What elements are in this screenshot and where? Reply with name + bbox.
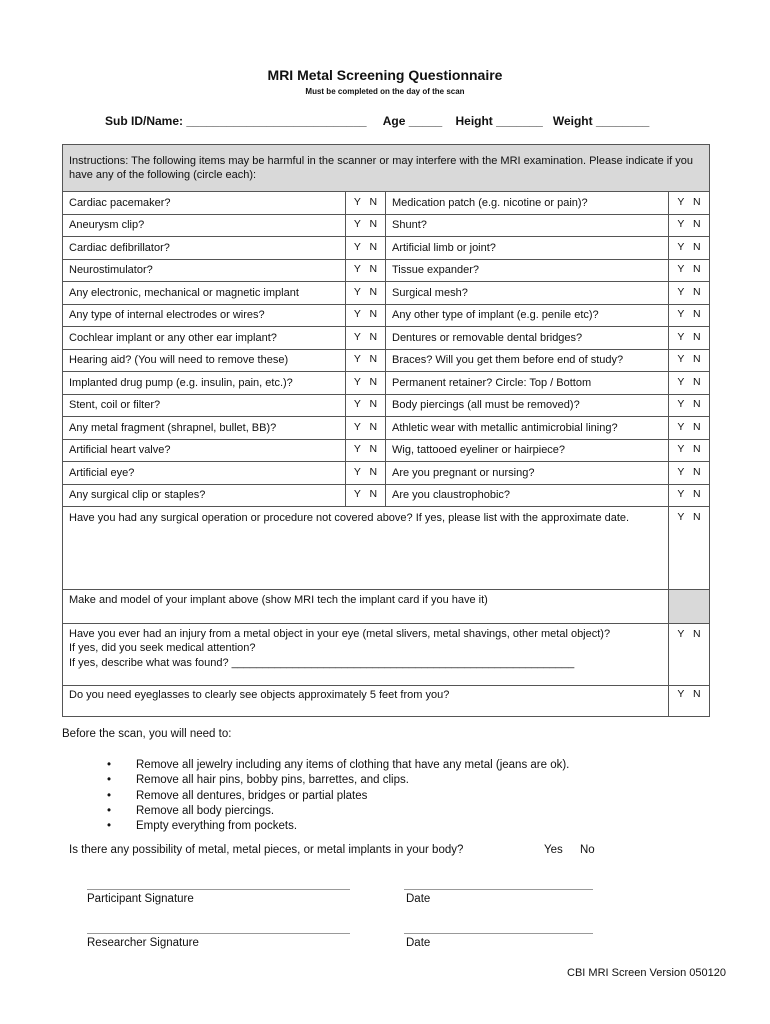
yes-no-option-left[interactable]: Y N: [346, 304, 386, 327]
question-right: Permanent retainer? Circle: Top / Bottom: [386, 372, 669, 395]
instructions-text: Instructions: The following items may be harmful in the scanner or may interfere with the MRI examination. Please indicate if you have any of the following (circle each):: [63, 145, 710, 192]
yes-no-option-left[interactable]: Y N: [346, 282, 386, 305]
participant-date-line[interactable]: [404, 889, 593, 890]
yes-no-option-right[interactable]: Y N: [669, 349, 710, 372]
question-right: Surgical mesh?: [386, 282, 669, 305]
eye-injury-cell[interactable]: [63, 624, 669, 686]
implant-make-shaded-cell: [669, 590, 710, 624]
question-right: Wig, tattooed eyeliner or hairpiece?: [386, 439, 669, 462]
question-right: Medication patch (e.g. nicotine or pain)?: [386, 192, 669, 215]
yes-no-option-right[interactable]: Y N: [669, 237, 710, 260]
before-scan-item-text: Remove all hair pins, bobby pins, barrettes, and clips.: [136, 774, 409, 787]
yes-no-option-right[interactable]: Y N: [669, 484, 710, 507]
question-left: Cardiac pacemaker?: [63, 192, 346, 215]
bullet-icon: •: [107, 804, 112, 817]
subject-info-line[interactable]: Sub ID/Name: ___________________________ Age _____ Height _______ Weight ________: [105, 114, 650, 128]
researcher-date-label: Date: [406, 937, 431, 949]
yes-no-option-right[interactable]: Y N: [669, 259, 710, 282]
yes-no-option-right[interactable]: Y N: [669, 372, 710, 395]
before-scan-item-text: Remove all jewelry including any items of clothing that have any metal (jeans are ok).: [136, 759, 570, 771]
question-left: Any surgical clip or staples?: [63, 484, 346, 507]
question-right: Are you claustrophobic?: [386, 484, 669, 507]
participant-signature-line[interactable]: [87, 889, 350, 890]
yes-no-option-right[interactable]: Y N: [669, 417, 710, 440]
eyeglasses-yes-no[interactable]: Y N: [669, 686, 710, 717]
question-right: Athletic wear with metallic antimicrobial lining?: [386, 417, 669, 440]
question-right: Braces? Will you get them before end of study?: [386, 349, 669, 372]
question-right: Any other type of implant (e.g. penile etc)?: [386, 304, 669, 327]
yes-no-option-right[interactable]: Y N: [669, 394, 710, 417]
question-right: Shunt?: [386, 214, 669, 237]
implant-make-model[interactable]: Make and model of your implant above (show MRI tech the implant card if you have it): [63, 590, 669, 624]
yes-no-option-left[interactable]: Y N: [346, 439, 386, 462]
before-scan-item: [107, 789, 569, 804]
question-left: Any electronic, mechanical or magnetic implant: [63, 282, 346, 305]
question-left: Any metal fragment (shrapnel, bullet, BB)?: [63, 417, 346, 440]
eye-injury-attention: If yes, did you seek medical attention?: [69, 642, 256, 655]
yes-no-option-left[interactable]: Y N: [346, 192, 386, 215]
question-row: [63, 484, 710, 507]
question-left: Implanted drug pump (e.g. insulin, pain, etc.)?: [63, 372, 346, 395]
question-right: Body piercings (all must be removed)?: [386, 394, 669, 417]
yes-no-option-left[interactable]: Y N: [346, 417, 386, 440]
before-scan-item-text: Remove all body piercings.: [136, 804, 275, 817]
form-version-footer: CBI MRI Screen Version 050120: [567, 967, 726, 979]
yes-no-option-right[interactable]: Y N: [669, 462, 710, 485]
yes-no-option-left[interactable]: Y N: [346, 237, 386, 260]
question-left: Neurostimulator?: [63, 259, 346, 282]
question-row: [63, 417, 710, 440]
yes-option[interactable]: Yes: [544, 844, 563, 856]
before-scan-list: [107, 758, 570, 834]
bullet-icon: •: [107, 759, 112, 771]
before-scan-item: [107, 758, 570, 773]
yes-no-option-right[interactable]: Y N: [669, 304, 710, 327]
question-left: Cardiac defibrillator?: [63, 237, 346, 260]
eye-injury-question: Have you ever had an injury from a metal object in your eye (metal slivers, metal shavings, other metal object)?: [69, 628, 611, 640]
participant-signature-label: Participant Signature: [87, 893, 194, 905]
question-row: [63, 282, 710, 305]
question-right: Dentures or removable dental bridges?: [386, 327, 669, 350]
before-scan-heading: Before the scan, you will need to:: [62, 728, 232, 740]
question-row: [63, 394, 710, 417]
yes-no-option-left[interactable]: Y N: [346, 214, 386, 237]
before-scan-item-text: Empty everything from pockets.: [136, 820, 298, 833]
question-left: Aneurysm clip?: [63, 214, 346, 237]
yes-no-option-right[interactable]: Y N: [669, 282, 710, 305]
question-right: Are you pregnant or nursing?: [386, 462, 669, 485]
yes-no-option-right[interactable]: Y N: [669, 439, 710, 462]
question-row: [63, 192, 710, 215]
question-row: [63, 439, 710, 462]
yes-no-option-right[interactable]: Y N: [669, 192, 710, 215]
yes-no-option-left[interactable]: Y N: [346, 484, 386, 507]
question-left: Cochlear implant or any other ear implant?: [63, 327, 346, 350]
question-row: [63, 259, 710, 282]
yes-no-option-left[interactable]: Y N: [346, 394, 386, 417]
question-row: [63, 372, 710, 395]
yes-no-option-left[interactable]: Y N: [346, 372, 386, 395]
before-scan-item: [107, 804, 569, 819]
researcher-signature-label: Researcher Signature: [87, 937, 199, 949]
yes-no-option-right[interactable]: Y N: [669, 214, 710, 237]
screening-table: [62, 144, 710, 717]
yes-no-option-left[interactable]: Y N: [346, 462, 386, 485]
question-row: [63, 214, 710, 237]
form-subtitle: Must be completed on the day of the scan: [305, 87, 465, 96]
question-left: Artificial eye?: [63, 462, 346, 485]
yes-no-option-right[interactable]: Y N: [669, 327, 710, 350]
question-row: [63, 304, 710, 327]
metal-possibility-question: Is there any possibility of metal, metal pieces, or metal implants in your body?: [69, 844, 464, 856]
question-row: [63, 327, 710, 350]
yes-no-option-left[interactable]: Y N: [346, 327, 386, 350]
before-scan-item-text: Remove all dentures, bridges or partial plates: [136, 789, 368, 802]
form-title: MRI Metal Screening Questionnaire: [267, 67, 503, 83]
yes-no-option-left[interactable]: Y N: [346, 259, 386, 282]
researcher-date-line[interactable]: [404, 933, 593, 934]
question-right: Tissue expander?: [386, 259, 669, 282]
before-scan-item: [107, 819, 569, 834]
bullet-icon: •: [107, 774, 112, 787]
no-option[interactable]: No: [580, 844, 595, 856]
question-row: [63, 462, 710, 485]
question-row: [63, 237, 710, 260]
participant-date-label: Date: [406, 893, 431, 905]
surgery-question[interactable]: Have you had any surgical operation or procedure not covered above? If yes, please list with the approximate date.: [63, 507, 669, 590]
surgery-yes-no[interactable]: Y N: [669, 507, 710, 590]
bullet-icon: •: [107, 789, 112, 802]
question-left: Hearing aid? (You will need to remove these): [63, 349, 346, 372]
eyeglasses-question: Do you need eyeglasses to clearly see objects approximately 5 feet from you?: [63, 686, 669, 717]
question-left: Artificial heart valve?: [63, 439, 346, 462]
eye-injury-describe: If yes, describe what was found? ________________________________________________________: [69, 656, 575, 669]
question-row: [63, 349, 710, 372]
yes-no-option-left[interactable]: Y N: [346, 349, 386, 372]
before-scan-item: [107, 773, 569, 788]
question-right: Artificial limb or joint?: [386, 237, 669, 260]
researcher-signature-line[interactable]: [87, 933, 350, 934]
question-left: Any type of internal electrodes or wires?: [63, 304, 346, 327]
eye-injury-yes-no[interactable]: Y N: [669, 624, 710, 686]
bullet-icon: •: [107, 820, 112, 833]
question-left: Stent, coil or filter?: [63, 394, 346, 417]
